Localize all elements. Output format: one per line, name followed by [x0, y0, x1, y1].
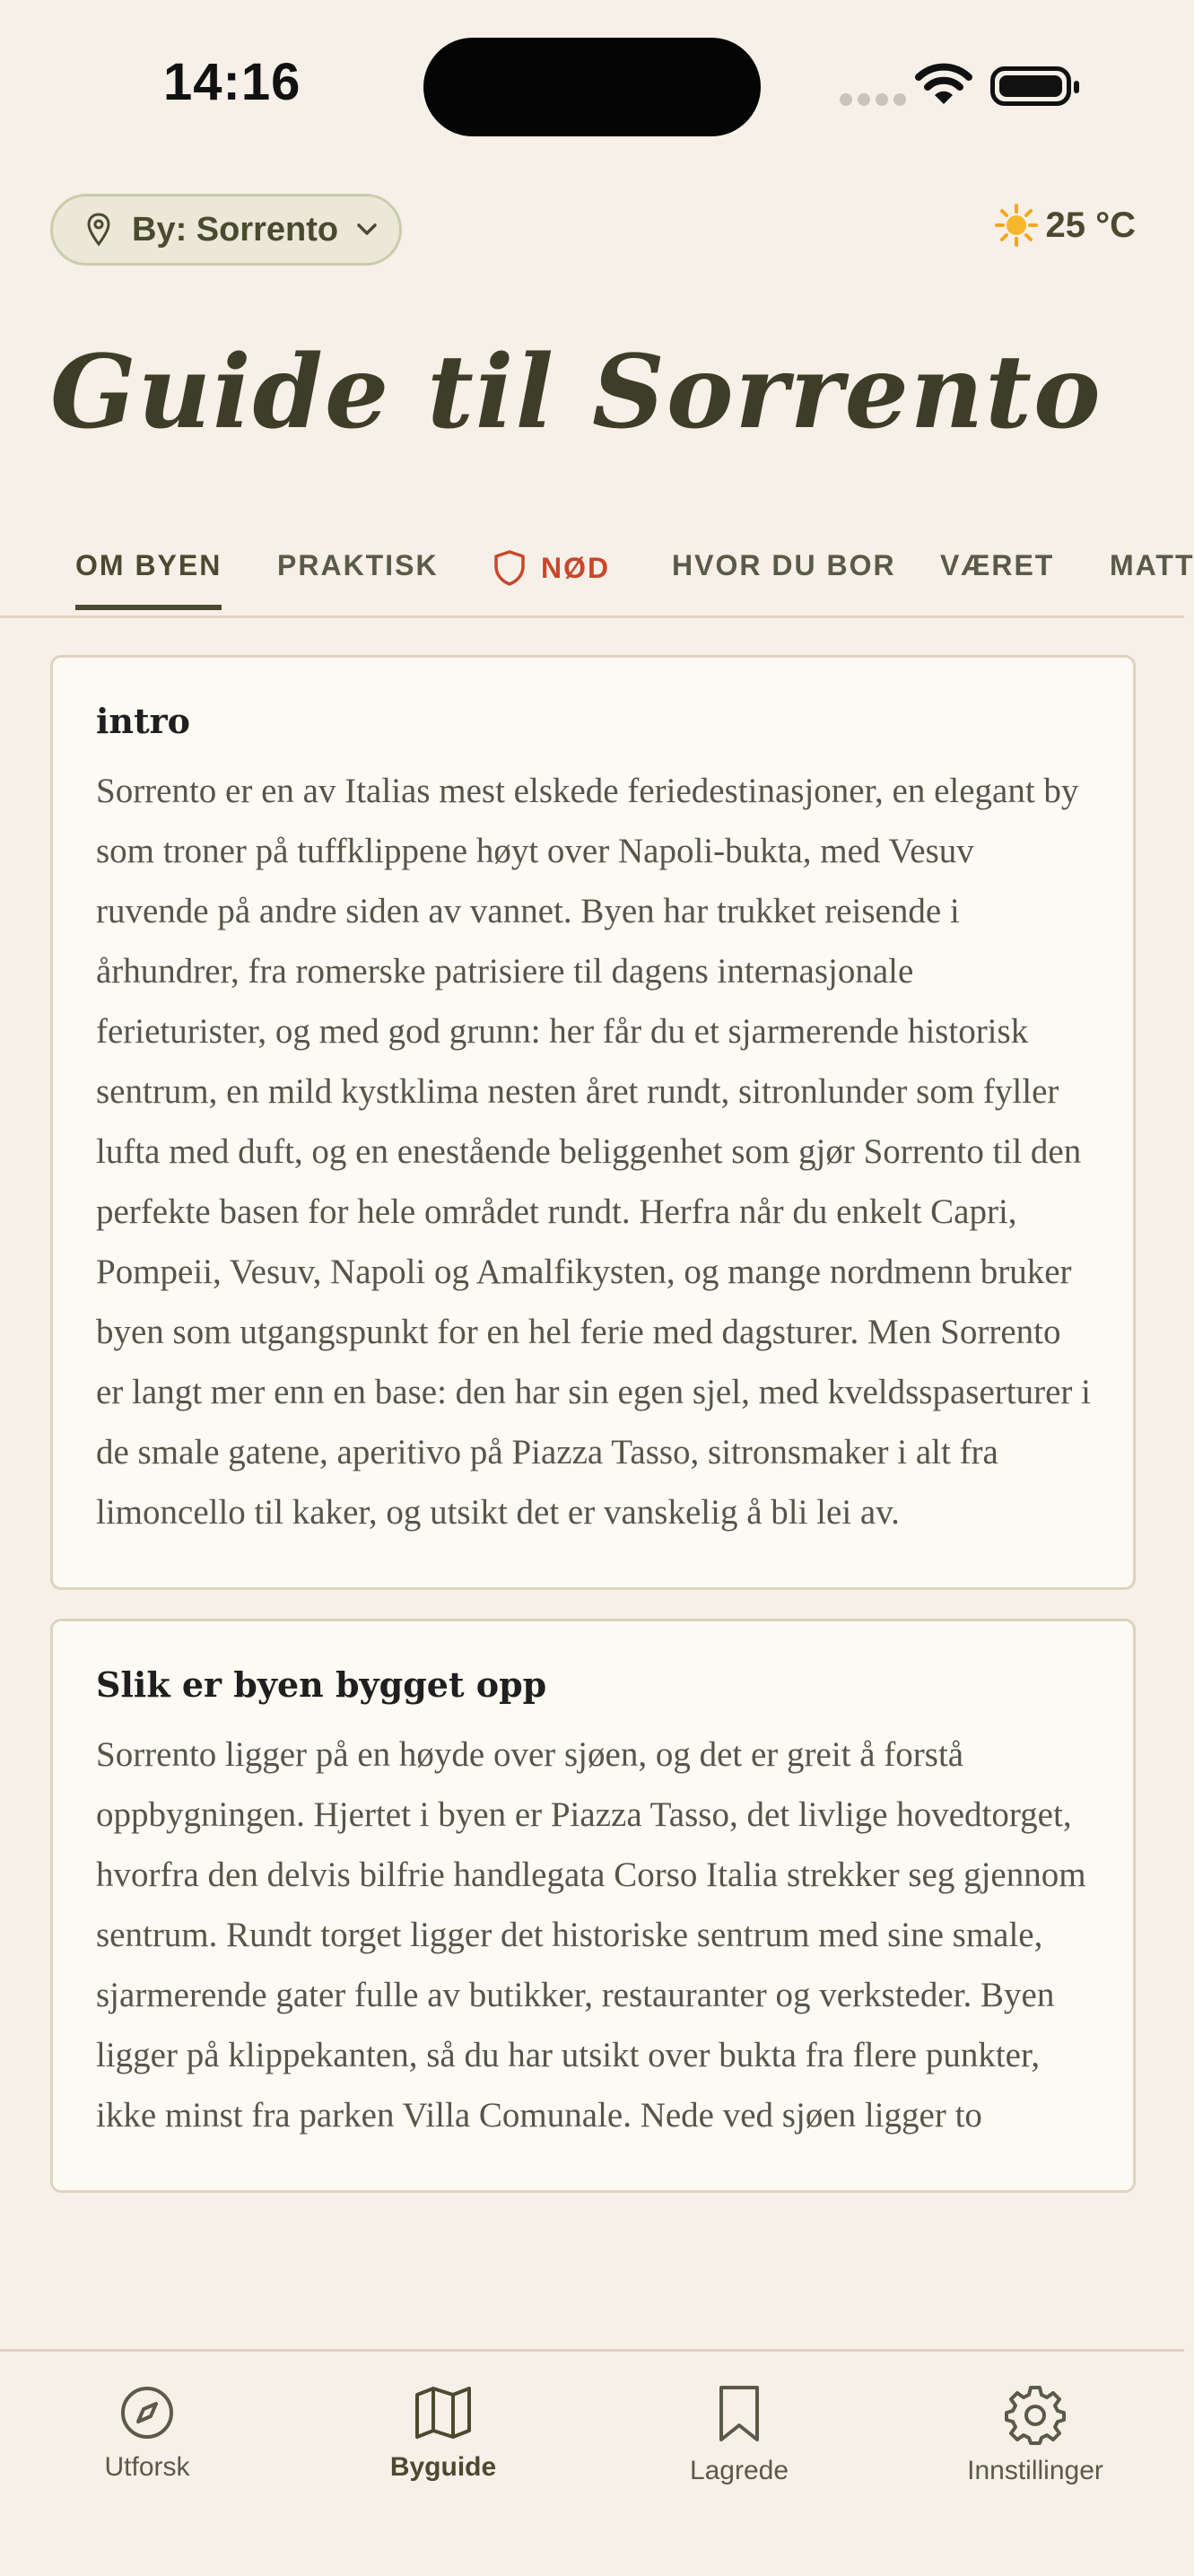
cellular-signal-icon [840, 93, 911, 110]
wifi-icon [915, 63, 972, 106]
section-title: Slik er byen bygget opp [96, 1664, 547, 1705]
tab-praktisk[interactable]: PRAKTISK [277, 549, 439, 581]
section-body: Sorrento ligger på en høyde over sjøen, og det er greit å forstå oppbygningen. Hjertet i byen er Piazza Tasso, det livlige hovedtorget, hvorfra den delvis bilfrie handlegata Corso Italia strekker seg gjennom sentrum. Rundt torget ligger det historiske sentrum med sine smale, sjarmerende gater fulle av butikker, restauranter og verksteder. Byen ligger på klippekanten, så du har utsikt over bukta fra flere punkter, ikke minst fra parken Villa Comunale. Nede ved sjøen ligger to [96, 1735, 1086, 2135]
nav-utforsk[interactable] [31, 2384, 264, 2483]
weather-indicator [994, 203, 1137, 248]
shield-icon [492, 549, 527, 587]
status-bar [0, 0, 1184, 170]
nav-label: Innstillinger [967, 2456, 1103, 2485]
page-title: Guide til Sorrento [50, 334, 1102, 451]
tab-nod[interactable] [492, 549, 610, 587]
section-card-intro [50, 655, 1136, 1590]
section-body: Sorrento er en av Italias mest elskede feriedestinasjoner, en elegant by som troner på tuffklippene høyt over Napoli-bukta, med Vesuv ruvende på andre siden av vannet. Byen har trukket reisende i århundrer, fra romerske patrisiere til dagens internasjonale ferieturister, og med god grunn: her får du et sjarmerende historisk sentrum, en mild kystklima nesten året rundt, sitronlunder som fyller lufta med duft, og en enestående beliggenhet som gjør Sorrento til den perfekte basen for hele området rundt. Herfra når du enkelt Capri, Pompeii, Vesuv, Napoli og Amalfikysten, og mange nordmenn bruker byen som utgangspunkt for en hel ferie med dagsturer. Men Sorrento er langt mer enn en base: den har sin egen sjel, med kveldsspaserturer i de smale gatene, aperitivo på Piazza Tasso, sitronsmaker i alt fra limoncello til kaker, og utsikt det er vanskelig å bli lei av. [96, 772, 1091, 1532]
tab-nod-label: NØD [541, 551, 611, 584]
section-title: intro [96, 701, 190, 741]
compass-icon [118, 2384, 176, 2441]
status-time: 14:16 [163, 53, 301, 111]
temperature-value: 25 °C [1045, 205, 1136, 245]
nav-label: Lagrede [689, 2456, 789, 2485]
guide-content[interactable] [50, 655, 1136, 2349]
tab-om-byen[interactable]: OM BYEN [75, 549, 222, 581]
battery-icon [990, 66, 1071, 106]
nav-byguide[interactable] [327, 2384, 560, 2483]
section-card-layout [50, 1619, 1136, 2193]
bookmark-icon [716, 2384, 763, 2445]
dynamic-island [423, 38, 761, 136]
map-icon [413, 2384, 474, 2441]
tab-hvor-du-bor[interactable]: HVOR DU BOR [672, 549, 896, 581]
city-selector[interactable] [50, 194, 402, 266]
location-pin-icon [85, 212, 112, 248]
tab-matt[interactable]: MATT [1110, 549, 1194, 581]
sun-icon [994, 203, 1039, 248]
nav-label: Utforsk [104, 2452, 190, 2482]
nav-lagrede[interactable] [623, 2384, 856, 2486]
nav-label: Byguide [389, 2452, 497, 2482]
nav-innstillinger[interactable] [919, 2384, 1152, 2486]
city-label: By: Sorrento [132, 210, 339, 249]
tab-vaeret[interactable]: VÆRET [940, 549, 1055, 581]
chevron-down-icon [356, 223, 378, 237]
gear-icon [1005, 2384, 1066, 2445]
bottom-navigation [0, 2349, 1184, 2576]
section-tabs [0, 535, 1194, 618]
